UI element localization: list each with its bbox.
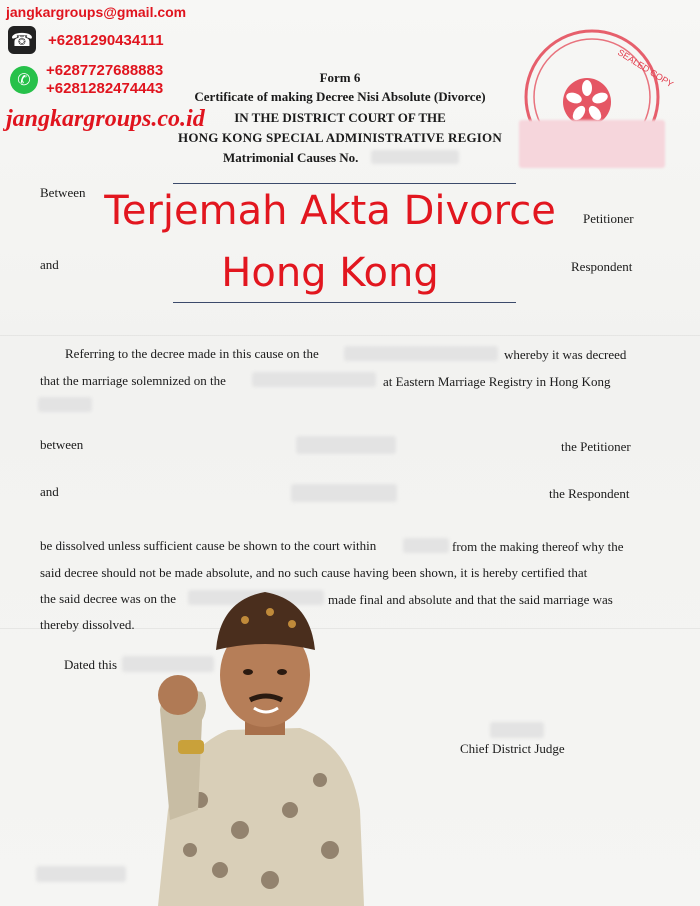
website-link[interactable]: jangkargroups.co.id bbox=[6, 106, 205, 132]
redacted-period bbox=[403, 538, 449, 553]
redacted-footer bbox=[36, 866, 126, 882]
region-name: HONG KONG SPECIAL ADMINISTRATIVE REGION bbox=[178, 130, 502, 145]
para2-text-f: thereby dissolved. bbox=[40, 617, 135, 632]
causes-label: Matrimonial Causes No. bbox=[223, 150, 359, 165]
para2-text-a: be dissolved unless sufficient cause be shown to the court within bbox=[40, 538, 377, 553]
para2-text-d: the said decree was on the bbox=[40, 591, 177, 606]
redacted-year bbox=[38, 397, 92, 412]
and-label-2: and bbox=[40, 484, 59, 499]
court-name: IN THE DISTRICT COURT OF THE bbox=[234, 110, 446, 125]
para1-text-b: whereby it was decreed bbox=[504, 347, 627, 362]
top-rule bbox=[173, 183, 516, 184]
dated-label: Dated this bbox=[64, 657, 118, 672]
contact-whatsapp-2[interactable]: +6281282474443 bbox=[46, 80, 164, 97]
redacted-respondent-name bbox=[291, 484, 397, 502]
the-petitioner-label: the Petitioner bbox=[561, 439, 631, 454]
para2-text-c: said decree should not be made absolute, and no such cause having been shown, it is hereby certified that bbox=[40, 565, 588, 580]
para1-text-c: that the marriage solemnized on the bbox=[40, 373, 226, 388]
para1-text-a: Referring to the decree made in this cause on the bbox=[65, 346, 319, 361]
certificate-title: Certificate of making Decree Nisi Absolute (Divorce) bbox=[194, 89, 486, 104]
and-label: and bbox=[40, 257, 59, 272]
redacted-marriage-date bbox=[252, 372, 376, 387]
banner-title-line-2: Hong Kong bbox=[221, 250, 439, 296]
redacted-signature bbox=[490, 722, 544, 738]
redacted-petitioner-name bbox=[296, 436, 396, 454]
between-label: Between bbox=[40, 185, 86, 200]
para2-text-e: made final and absolute and that the said marriage was bbox=[328, 592, 613, 607]
paper-fold bbox=[0, 335, 700, 336]
contact-email[interactable]: jangkargroups@gmail.com bbox=[6, 4, 187, 20]
judge-title: Chief District Judge bbox=[460, 741, 565, 756]
seal-text: SEALED COPY bbox=[615, 47, 676, 90]
redacted-decree-date bbox=[344, 346, 498, 361]
the-respondent-label: the Respondent bbox=[549, 486, 630, 501]
para1-text-d: at Eastern Marriage Registry in Hong Kong bbox=[383, 374, 611, 389]
whatsapp-icon: ✆ bbox=[10, 66, 38, 94]
contact-whatsapp-1[interactable]: +6287727688883 bbox=[46, 62, 164, 79]
person-photo bbox=[150, 580, 370, 906]
bottom-rule bbox=[173, 302, 516, 303]
contact-phone[interactable]: +6281290434111 bbox=[48, 32, 164, 49]
para2-text-b: from the making thereof why the bbox=[452, 539, 624, 554]
between-label-2: between bbox=[40, 437, 84, 452]
form-number: Form 6 bbox=[319, 70, 361, 85]
redacted-stamp bbox=[519, 120, 665, 168]
respondent-label: Respondent bbox=[571, 259, 633, 274]
banner-title-line-1: Terjemah Akta Divorce bbox=[104, 188, 556, 234]
redacted-case-number bbox=[371, 150, 459, 164]
phone-icon: ☎ bbox=[8, 26, 36, 54]
petitioner-label: Petitioner bbox=[583, 211, 634, 226]
